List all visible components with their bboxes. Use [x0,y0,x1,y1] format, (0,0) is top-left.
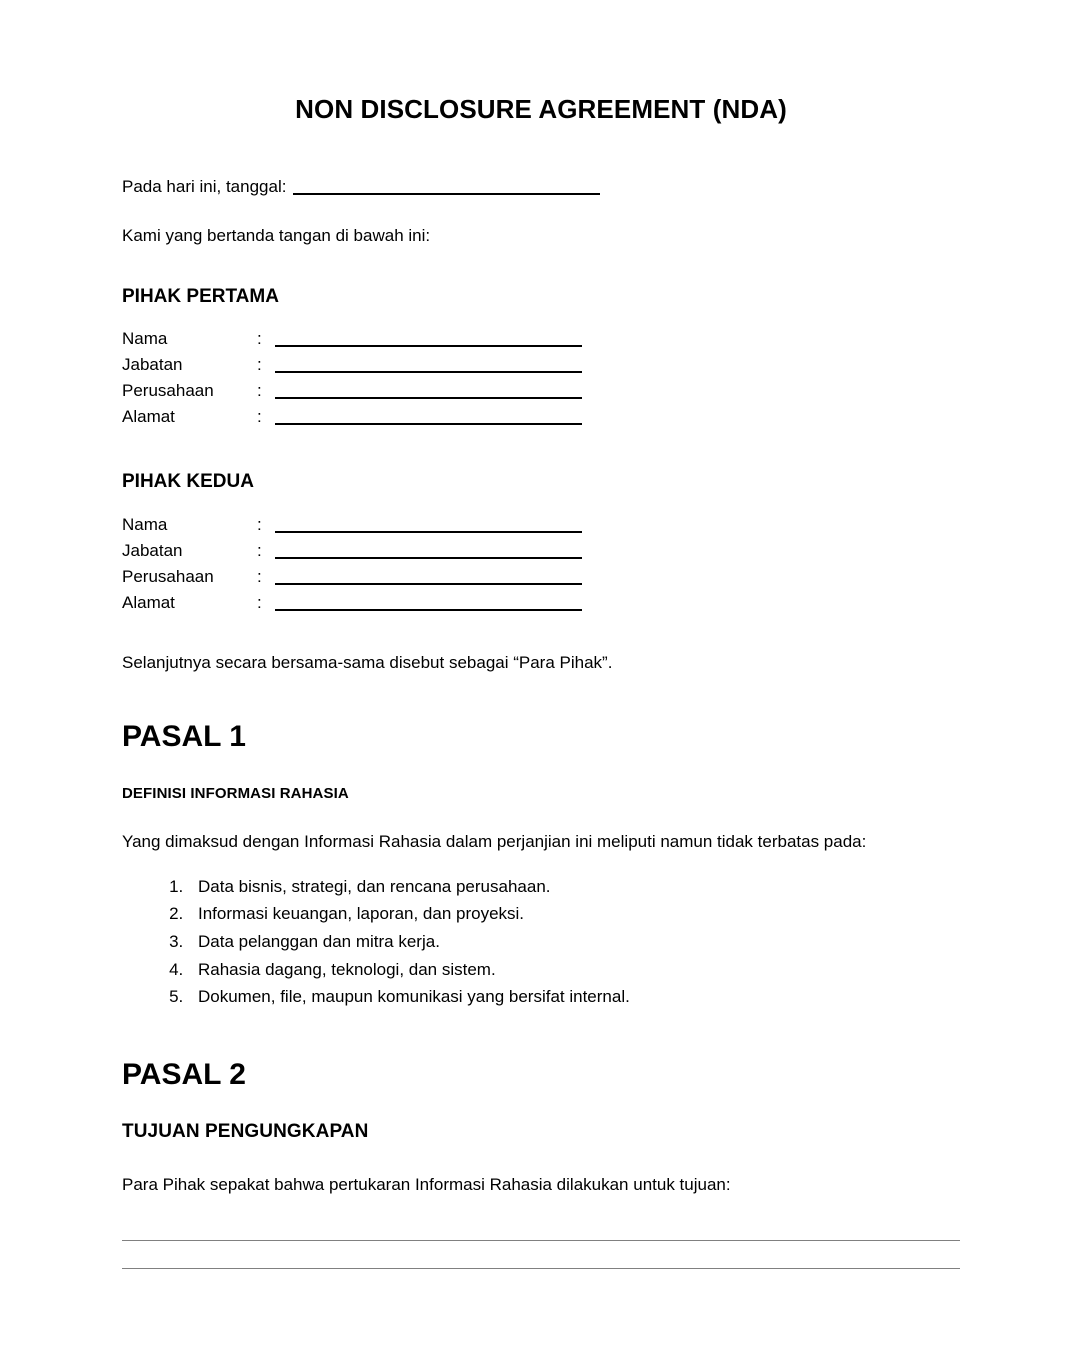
definisi-list [122,873,960,1011]
party-heading-first: PIHAK PERTAMA [122,285,279,307]
horizontal-rule-second [122,1268,960,1269]
field-separator: : [257,541,262,561]
field-value [275,594,582,620]
table-row [122,408,582,434]
table-row [122,568,582,594]
field-separator: : [257,515,262,535]
table-row [122,594,582,620]
section-subheading-definisi: DEFINISI INFORMASI RAHASIA [122,784,349,802]
perusahaan-blank-field-second[interactable] [275,583,582,585]
field-value [275,408,582,434]
nama-blank-field-second[interactable] [275,531,582,533]
section-paragraph-tujuan: Para Pihak sepakat bahwa pertukaran Informasi Rahasia dilakukan untuk tujuan: [122,1175,731,1195]
field-separator: : [257,381,262,401]
bottom-rules [122,1240,960,1269]
section-heading-pasal-1: PASAL 1 [122,719,246,753]
section-heading-pasal-2: PASAL 2 [122,1057,246,1091]
section-subheading-tujuan: TUJUAN PENGUNGKAPAN [122,1120,369,1142]
date-blank-field[interactable] [293,193,600,195]
party-fields-first [122,330,582,434]
field-separator: : [257,567,262,587]
field-label: Alamat [122,407,175,427]
list-item: 2. Informasi keuangan, laporan, dan proyeksi. [188,900,960,928]
field-value [275,356,582,382]
field-separator: : [257,407,262,427]
party-heading-second: PIHAK KEDUA [122,471,254,493]
date-line [122,175,960,200]
date-line-label: Pada hari ini, tanggal: [122,176,287,196]
jabatan-blank-field-second[interactable] [275,557,582,559]
table-row [122,516,582,542]
horizontal-rule-first [122,1240,960,1241]
field-label: Perusahaan [122,567,214,587]
party-fields-second [122,516,582,620]
document-content [122,0,960,1269]
collective-term-line: Selanjutnya secara bersama-sama disebut sebagai “Para Pihak”. [122,653,613,673]
field-value [275,568,582,594]
list-item: 1. Data bisnis, strategi, dan rencana perusahaan. [188,873,960,901]
field-separator: : [257,355,262,375]
field-value [275,330,582,356]
table-row [122,382,582,408]
alamat-blank-field-first[interactable] [275,423,582,425]
field-label: Jabatan [122,355,183,375]
table-row [122,330,582,356]
page-title: NON DISCLOSURE AGREEMENT (NDA) [295,94,787,124]
jabatan-blank-field-first[interactable] [275,371,582,373]
alamat-blank-field-second[interactable] [275,609,582,611]
field-separator: : [257,593,262,613]
field-label: Alamat [122,593,175,613]
field-label: Nama [122,515,168,535]
list-item: 3. Data pelanggan dan mitra kerja. [188,928,960,956]
list-item: 4. Rahasia dagang, teknologi, dan sistem. [188,956,960,984]
field-value [275,382,582,408]
table-row [122,356,582,382]
list-item: 5. Dokumen, file, maupun komunikasi yang bersifat internal. [188,983,960,1011]
field-separator: : [257,329,262,349]
field-value [275,542,582,568]
section-paragraph-definisi: Yang dimaksud dengan Informasi Rahasia dalam perjanjian ini meliputi namun tidak terbatas pada: [122,832,867,852]
nama-blank-field-first[interactable] [275,345,582,347]
field-label: Jabatan [122,541,183,561]
intro-line: Kami yang bertanda tangan di bawah ini: [122,226,431,246]
field-label: Perusahaan [122,381,214,401]
field-label: Nama [122,329,168,349]
perusahaan-blank-field-first[interactable] [275,397,582,399]
table-row [122,542,582,568]
field-value [275,516,582,542]
